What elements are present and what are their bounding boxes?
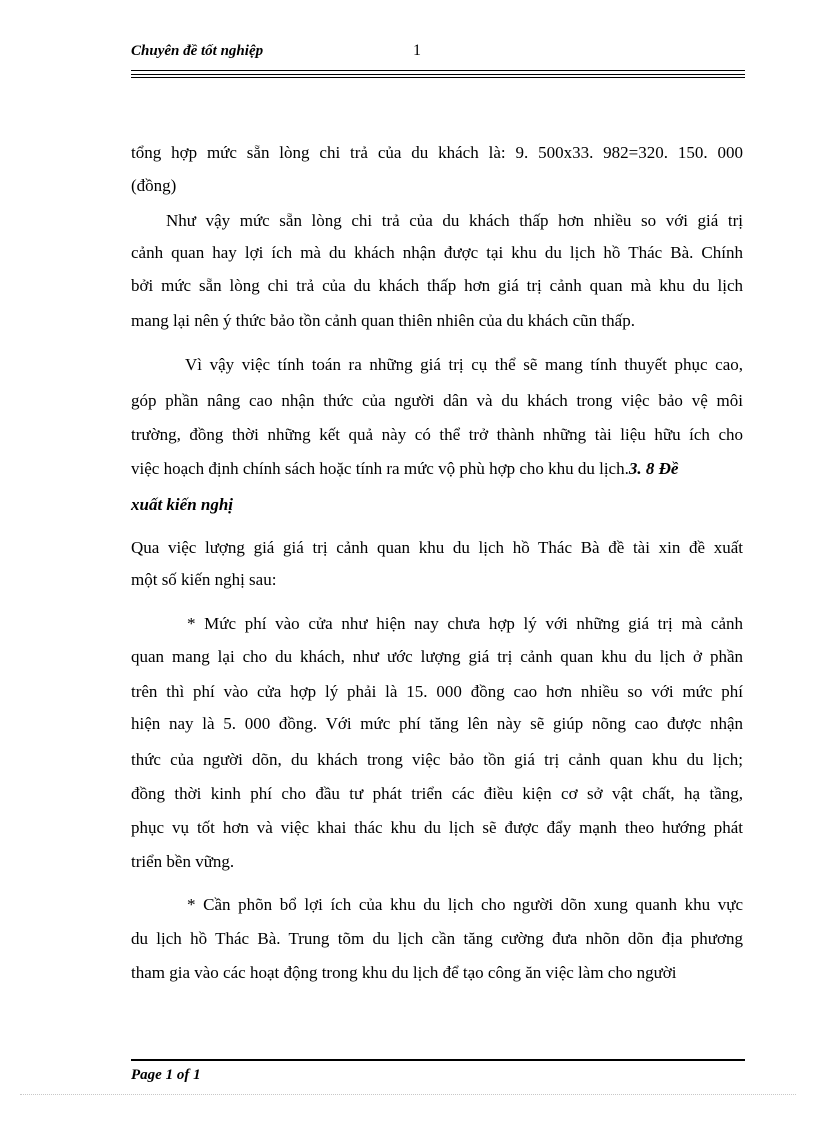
text-line: du lịch hồ Thác Bà. Trung tõm du lịch cần tăng cường đưa nhõn dõn địa phương [131,929,743,948]
text-line: (đồng) [131,176,177,195]
section-heading: xuất kiến nghị [131,495,234,514]
text-line: Vì vậy việc tính toán ra những giá trị cụ thể sẽ mang tính thuyết phục cao, [185,355,743,374]
text-line: cảnh quan hay lợi ích mà du khách nhận được tại khu du lịch hồ Thác Bà. Chính [131,243,743,262]
header-rule [131,74,745,75]
text-line [131,458,743,480]
text-line: quan mang lại cho du khách, như ước lượng giá trị cảnh quan khu du lịch ở phần [131,647,743,666]
text-line: một số kiến nghị sau: [131,570,277,589]
page-edge-divider [20,1094,796,1095]
text-line: trường, đồng thời những kết quả này có thể trở thành những tài liệu hữu ích cho [131,425,743,444]
text-line: tổng hợp mức sẵn lòng chi trả của du khách là: 9. 500x33. 982=320. 150. 000 [131,143,743,162]
footer-rule [131,1059,745,1061]
text-line: Qua việc lượng giá giá trị cảnh quan khu du lịch hồ Thác Bà đề tài xin đề xuất [131,538,743,557]
header-page-number: 1 [413,42,421,59]
text-line: phục vụ tốt hơn và việc khai thác khu du lịch sẽ được đẩy mạnh theo hướng phát [131,818,743,837]
text-line: tham gia vào các hoạt động trong khu du lịch để tạo công ăn việc làm cho người [131,963,677,982]
text-line: đồng thời kinh phí cho đầu tư phát triển các điều kiện cơ sở vật chất, hạ tầng, [131,784,743,803]
text-line: mang lại nên ý thức bảo tồn cảnh quan thiên nhiên của du khách cũn thấp. [131,311,635,330]
header-rule [131,77,745,78]
text-line: bởi mức sẵn lòng chi trả của du khách thấp hơn giá trị cảnh quan mà khu du lịch [131,276,743,295]
text-line: Như vậy mức sẵn lòng chi trả của du khách thấp hơn nhiều so với giá trị [166,211,743,230]
text-line: trên thì phí vào cửa hợp lý phải là 15. 000 đồng cao hơn nhiều so với mức phí [131,682,743,701]
running-header-title: Chuyên đề tốt nghiệp [131,43,264,59]
text-line: triển bền vững. [131,852,235,871]
text-line: hiện nay là 5. 000 đồng. Với mức phí tăng lên này sẽ giúp nõng cao được nhận [131,714,743,733]
header-rule [131,70,745,71]
footer-page-label: Page 1 of 1 [131,1067,201,1083]
text-line: * Mức phí vào cửa như hiện nay chưa hợp lý với những giá trị mà cảnh [187,614,743,633]
text-line: * Cần phõn bổ lợi ích của khu du lịch cho người dõn xung quanh khu vực [187,895,743,914]
section-heading-number: 3. 8 Đề [628,459,679,478]
text-line: góp phần nâng cao nhận thức của người dân và du khách trong việc bảo vệ môi [131,391,743,410]
text-line: thức của người dõn, du khách trong việc bảo tồn giá trị cảnh quan khu du lịch; [131,750,743,769]
text-fragment: việc hoạch định chính sách hoặc tính ra mức vộ phù hợp cho khu du lịch. [131,459,629,478]
